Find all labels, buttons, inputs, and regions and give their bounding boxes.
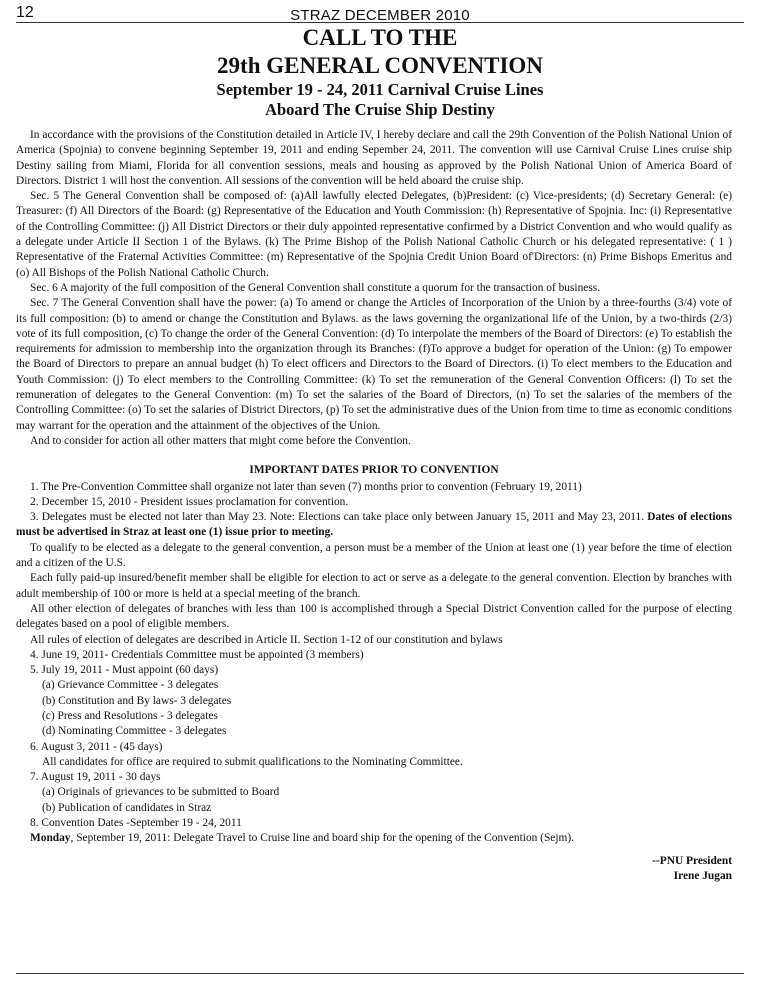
section-7-paragraph: Sec. 7 The General Convention shall have the power: (a) To amend or change the Articles of Incorporation of the Union by a three-fourths (3/4) vote of its full composition: (b) to amend or change the Constitution and Bylaws. as the laws governing the organizational life of the Union, by a two-thirds (2/3) vote of its full composition, (c) To change the order of the General Convention: (d) To interpolate the members of the Board of Directors: (e) To establish the requirements for admission to membership into the organization through its Branches: (f)To approve a budget for operation of the Union: (g) To empower the Board of Directors to prepare an annual budget (h) To elect officers and Directors to the Board of Directors. (i) To elect members to the Education and Youth Commission: (j) To elect members to the Controlling Committee: (k) To set the remuneration of the General Convention Officers: (l) To set the remuneration of delegates to the General Convention: (m) To set the salaries of the Board of Directors, (n) To set the salaries of the members of the Controlling Committee: (o) To set the salaries of District Directors, (p) To set the administrative dues of the Union from time to time as economic conditions may warrant for the operation and the attainment of the objectives of the Union. — [16, 297, 732, 432]
header-rule — [16, 22, 744, 23]
subheadline-line-2: Aboard The Cruise Ship Destiny — [265, 100, 495, 119]
eligibility-paragraph: Each fully paid-up insured/benefit member shall be eligible for election to act or serve as a delegate to the general convention. Election by branches with adult membership of 100 or more is held at a special meeting of the branch. — [16, 572, 732, 600]
date-item-7-sub-b: (b) Publication of candidates in Straz — [42, 801, 212, 814]
signature-name: Irene Jugan — [673, 869, 732, 882]
running-title: STRAZ DECEMBER 2010 — [290, 7, 470, 24]
monday-text: , September 19, 2011: Delegate Travel to Cruise line and board ship for the opening of the Convention (Sejm). — [70, 832, 575, 845]
section-5-paragraph: Sec. 5 The General Convention shall be composed of: (a)All lawfully elected Delegates, (b)President: (c) Vice-presidents; (d) Secretary General: (e) Treasurer: (f) All Directors of the Board: (g) Representative of the Education and Youth Commission: (h) Representative of Spojnia. Inc: (i) Representative of the Controlling Committee: (j) All District Directors or their duly appointed representative confirmed by a District Convention and who would qualify as a delegate under Article II Section 1 of the Bylaws. (k) The Prime Bishop of the Polish National Catholic Church or his delegated representative: ( 1 ) Representative of the Fraternal Activities Committee: (m) Representative of the Spojnia Credit Union Board of'Directors: (n) Prime Bishops Emeritus and (o) All Bishops of the Polish National Catholic Church. — [16, 190, 732, 279]
dates-section-heading: IMPORTANT DATES PRIOR TO CONVENTION — [249, 464, 499, 477]
section-6-paragraph: Sec. 6 A majority of the full composition of the General Convention shall constitute a quorum for the transaction of business. — [30, 281, 601, 294]
date-item-4: 4. June 19, 2011- Credentials Committee must be appointed (3 members) — [30, 648, 364, 661]
closing-paragraph: And to consider for action all other matters that might come before the Convention. — [30, 434, 411, 447]
date-item-5-sub-d: (d) Nominating Committee - 3 delegates — [42, 725, 227, 738]
date-item-7-sub-a: (a) Originals of grievances to be submitted to Board — [42, 786, 280, 799]
date-item-6: 6. August 3, 2011 - (45 days) — [30, 740, 163, 753]
monday-label: Monday — [30, 832, 71, 845]
footer-rule — [16, 973, 744, 974]
date-item-3-text: 3. Delegates must be elected not later than May 23. Note: Elections can take place only between January 15, 2011 and May 23, 2011. — [30, 511, 648, 524]
date-item-5-sub-a: (a) Grievance Committee - 3 delegates — [42, 679, 219, 692]
date-item-3 — [16, 510, 732, 541]
signature-block — [16, 854, 732, 885]
page-header — [16, 4, 744, 24]
date-item-2: 2. December 15, 2010 - President issues proclamation for convention. — [30, 495, 349, 508]
monday-schedule — [16, 831, 732, 846]
date-item-8: 8. Convention Dates -September 19 - 24, 2011 — [30, 817, 242, 830]
date-item-5: 5. July 19, 2011 - Must appoint (60 days) — [30, 664, 219, 677]
other-election-paragraph: All other election of delegates of branches with less than 100 is accomplished through a Special District Convention called for the purpose of electing delegates based on a pool of eligible members. — [16, 602, 732, 631]
date-item-6-sub: All candidates for office are required to submit qualifications to the Nominating Committee. — [42, 755, 463, 768]
date-item-7: 7. August 19, 2011 - 30 days — [30, 771, 161, 784]
date-item-5-sub-b: (b) Constitution and By laws- 3 delegates — [42, 694, 232, 707]
date-item-1: 1. The Pre-Convention Committee shall organize not later than seven (7) months prior to convention (February 19, 2011) — [30, 480, 582, 493]
qualification-paragraph: To qualify to be elected as a delegate to the general convention, a person must be a member of the Union at least one (1) year before the time of election and a citizen of the U.S. — [16, 541, 732, 570]
headline-line-1: CALL TO THE — [302, 25, 458, 50]
signature-title: --PNU President — [652, 854, 732, 867]
election-rules-line: All rules of election of delegates are described in Article II. Section 1-12 of our constitution and bylaws — [30, 633, 503, 646]
headline-line-2: 29th GENERAL CONVENTION — [217, 53, 543, 78]
intro-paragraph: In accordance with the provisions of the Constitution detailed in Article IV, I hereby declare and call the 29th Convention of the Polish National Union of America (Spojnia) to convene beginning September 19, 2011 and ending Sepember 24, 2011. The convention will use Carnival Cruise Lines cruise ship Destiny sailing from Miami, Florida for all convention sessions, meals and housing as approved by the Polish National Union of America Board of Directors. District 1 will host the convention. All sessions of the convention will be held aboard the cruise ship. — [16, 129, 732, 187]
article-title-block — [16, 24, 744, 120]
date-item-3-emphasis: Dates of elections must be advertised in Straz at least one (1) issue prior to meeting. — [16, 511, 732, 539]
page-number: 12 — [16, 4, 34, 21]
date-item-5-sub-c: (c) Press and Resolutions - 3 delegates — [42, 709, 218, 722]
subheadline-line-1: September 19 - 24, 2011 Carnival Cruise Lines — [216, 80, 544, 99]
article-body — [16, 128, 732, 884]
